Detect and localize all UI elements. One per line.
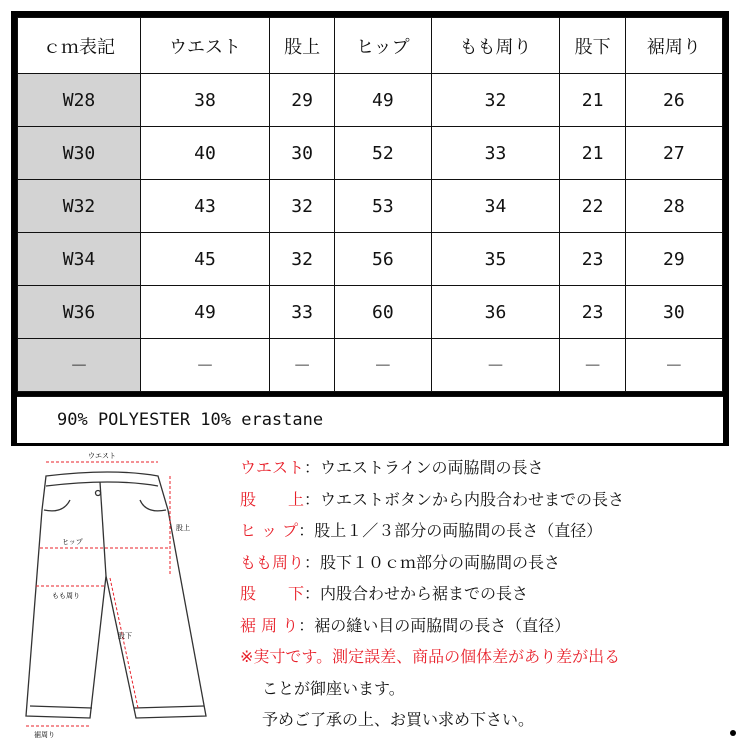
material-composition: 90% POLYESTER 10% erastane bbox=[17, 396, 723, 443]
table-cell: 29 bbox=[269, 74, 334, 127]
disclaimer-note: ことが御座います。 bbox=[262, 678, 405, 698]
measurement-legend bbox=[240, 452, 730, 736]
waist-label: ウエスト bbox=[88, 452, 116, 460]
table-cell: 52 bbox=[335, 127, 431, 180]
table-cell: 60 bbox=[335, 286, 431, 339]
corner-dot bbox=[730, 730, 736, 736]
table-cell: 30 bbox=[269, 127, 334, 180]
header-cell: 股上 bbox=[269, 18, 334, 74]
legend-row: 裾 周 り：裾の縫い目の両脇間の長さ（直径） bbox=[240, 610, 730, 642]
table-cell: 32 bbox=[269, 233, 334, 286]
table-cell: 21 bbox=[560, 127, 625, 180]
pants-measurement-diagram bbox=[18, 448, 228, 740]
legend-row: もも周り：股下１０ｃｍ部分の両脇間の長さ bbox=[240, 547, 730, 579]
legend-row: ウエスト：ウエストラインの両脇間の長さ bbox=[240, 452, 730, 484]
hem-label: 裾周り bbox=[34, 731, 55, 739]
legend-term: ウエスト bbox=[240, 458, 305, 477]
table-row bbox=[18, 339, 723, 392]
table-cell: 28 bbox=[625, 180, 722, 233]
size-table-frame bbox=[11, 11, 729, 446]
legend-term: もも周り bbox=[240, 552, 305, 572]
legend-desc: 股下１０ｃｍ部分の両脇間の長さ bbox=[320, 552, 561, 572]
legend-term: 裾 周 り bbox=[240, 615, 299, 635]
table-row bbox=[18, 286, 723, 339]
table-row bbox=[18, 127, 723, 180]
legend-desc: ウエストボタンから内股合わせまでの長さ bbox=[320, 489, 625, 509]
table-header-row bbox=[18, 18, 723, 74]
table-cell: 49 bbox=[335, 74, 431, 127]
table-cell: 45 bbox=[141, 233, 270, 286]
table-cell: － bbox=[431, 339, 560, 392]
size-label-cell: W34 bbox=[18, 233, 141, 286]
disclaimer-note: 予めご了承の上、お買い求め下さい。 bbox=[262, 710, 535, 729]
table-cell: 34 bbox=[431, 180, 560, 233]
header-cell: 股下 bbox=[560, 18, 625, 74]
size-table bbox=[17, 17, 723, 392]
table-cell: 29 bbox=[625, 233, 722, 286]
table-cell: － bbox=[141, 339, 270, 392]
table-cell: 23 bbox=[560, 233, 625, 286]
table-cell: － bbox=[335, 339, 431, 392]
table-cell: 23 bbox=[560, 286, 625, 339]
header-cell: ウエスト bbox=[141, 18, 270, 74]
legend-term: 股 下 bbox=[240, 584, 305, 603]
legend-row: 股 上：ウエストボタンから内股合わせまでの長さ bbox=[240, 484, 730, 516]
table-cell: 30 bbox=[625, 286, 722, 339]
table-row bbox=[18, 233, 723, 286]
size-label-cell: W36 bbox=[18, 286, 141, 339]
table-cell: 36 bbox=[431, 286, 560, 339]
inseam-measure-line bbox=[110, 578, 138, 708]
size-label-cell: W32 bbox=[18, 180, 141, 233]
table-cell: 32 bbox=[269, 180, 334, 233]
legend-desc: ウエストラインの両脇間の長さ bbox=[320, 458, 544, 477]
table-cell: 38 bbox=[141, 74, 270, 127]
header-cell: 裾周り bbox=[625, 18, 722, 74]
legend-term: ヒ ッ プ bbox=[240, 521, 299, 540]
table-cell: 33 bbox=[269, 286, 334, 339]
table-cell: － bbox=[625, 339, 722, 392]
legend-desc: 股上１／３部分の両脇間の長さ（直径） bbox=[314, 521, 603, 540]
table-cell: － bbox=[560, 339, 625, 392]
legend-desc: 裾の縫い目の両脇間の長さ（直径） bbox=[314, 615, 571, 635]
hip-label: ヒップ bbox=[62, 538, 83, 546]
thigh-label: もも周り bbox=[52, 592, 80, 600]
table-cell: 21 bbox=[560, 74, 625, 127]
size-label-cell: W30 bbox=[18, 127, 141, 180]
table-cell: － bbox=[269, 339, 334, 392]
table-cell: 26 bbox=[625, 74, 722, 127]
header-cell: もも周り bbox=[431, 18, 560, 74]
header-cell: ｃｍ表記 bbox=[18, 18, 141, 74]
table-cell: 56 bbox=[335, 233, 431, 286]
table-cell: 43 bbox=[141, 180, 270, 233]
table-cell: 32 bbox=[431, 74, 560, 127]
disclaimer-note: ※実寸です。測定誤差、商品の個体差があり差が出る bbox=[240, 647, 621, 666]
legend-desc: 内股合わせから裾までの長さ bbox=[320, 584, 529, 603]
rise-label: 股上 bbox=[176, 524, 190, 532]
table-cell: 33 bbox=[431, 127, 560, 180]
table-cell: 27 bbox=[625, 127, 722, 180]
table-cell: 40 bbox=[141, 127, 270, 180]
table-row bbox=[18, 74, 723, 127]
legend-row: ヒ ッ プ：股上１／３部分の両脇間の長さ（直径） bbox=[240, 515, 730, 547]
size-label-cell: － bbox=[18, 339, 141, 392]
legend-row: 股 下：内股合わせから裾までの長さ bbox=[240, 578, 730, 610]
inseam-label: 股下 bbox=[118, 632, 132, 640]
table-cell: 22 bbox=[560, 180, 625, 233]
table-cell: 49 bbox=[141, 286, 270, 339]
table-cell: 35 bbox=[431, 233, 560, 286]
size-label-cell: W28 bbox=[18, 74, 141, 127]
table-row bbox=[18, 180, 723, 233]
table-cell: 53 bbox=[335, 180, 431, 233]
legend-term: 股 上 bbox=[240, 489, 305, 509]
header-cell: ヒップ bbox=[335, 18, 431, 74]
